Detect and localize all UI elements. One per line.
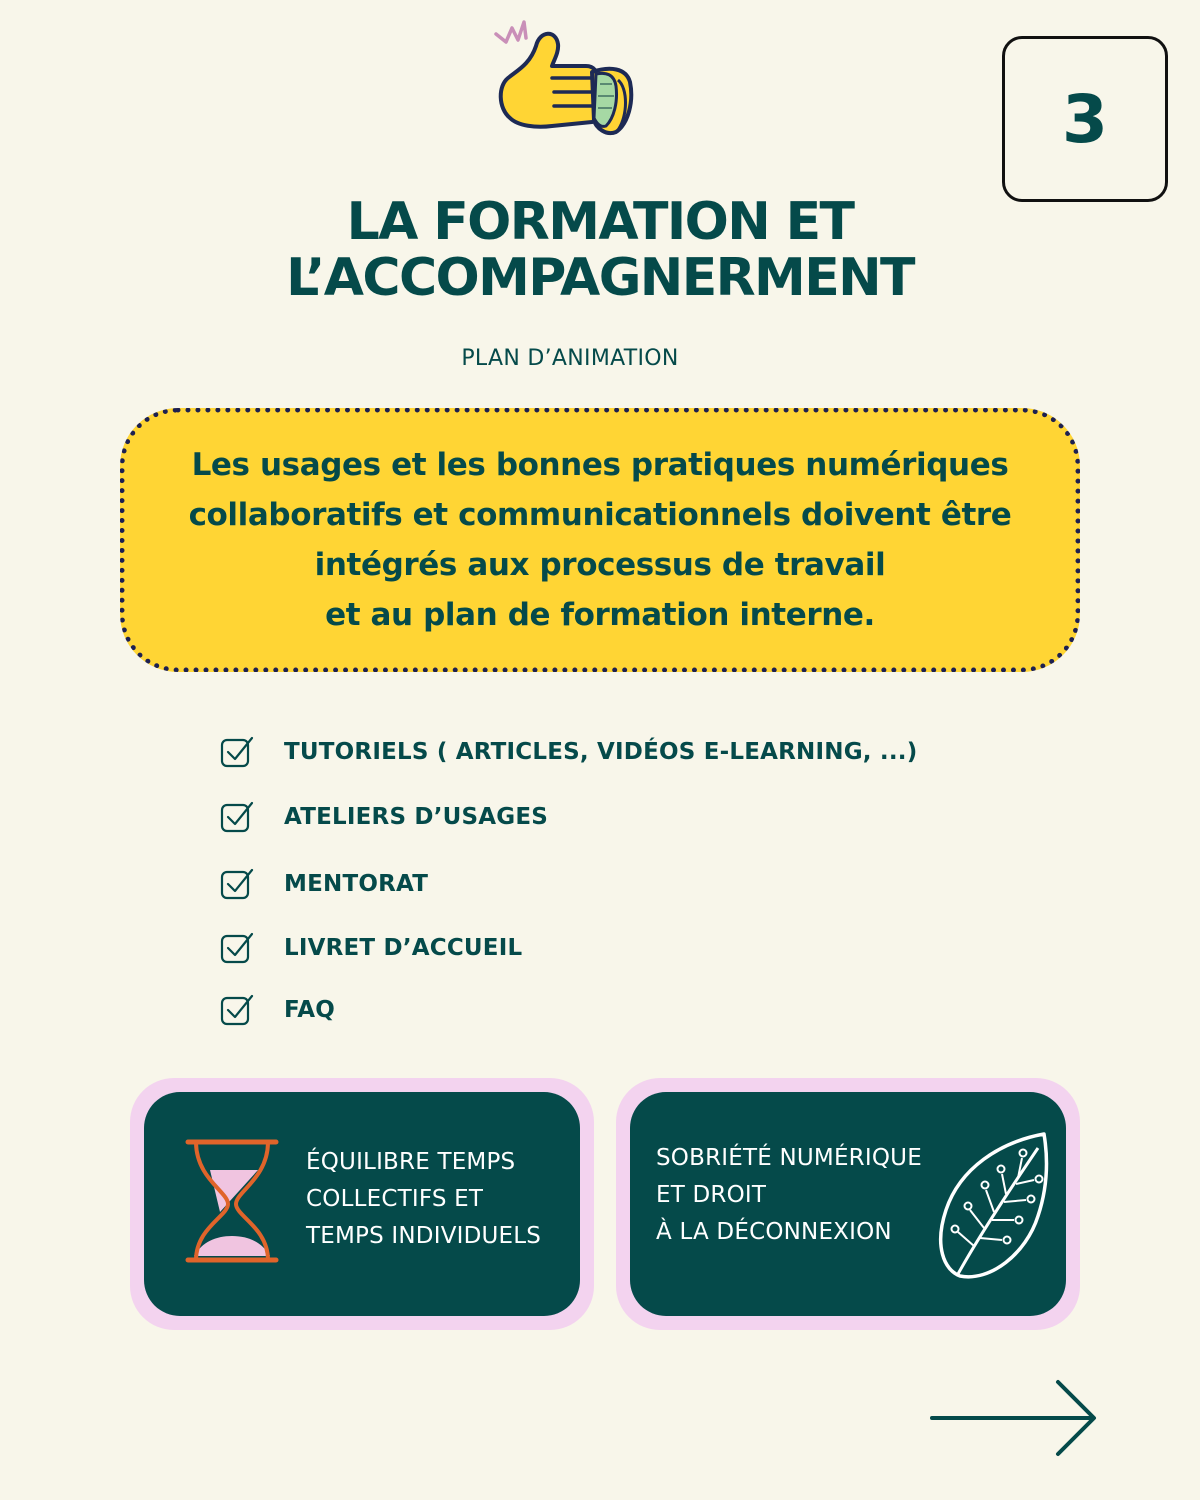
checklist-item	[218, 926, 522, 970]
page-title	[150, 194, 1050, 306]
card-line-3: TEMPS INDIVIDUELS	[306, 1223, 542, 1249]
checklist-label: FAQ	[284, 997, 336, 1023]
page-number: 3	[1062, 80, 1108, 158]
checklist-item	[218, 862, 428, 906]
checklist-item	[218, 988, 335, 1032]
card-text	[306, 1144, 541, 1255]
callout-line-3: intégrés aux processus de travail	[314, 547, 886, 583]
card-line-3: À LA DÉCONNEXION	[656, 1219, 892, 1245]
callout-line-2: collaboratifs et communicationnels doivent être	[188, 497, 1012, 533]
title-line-2: L’ACCOMPAGNERMENT	[286, 248, 914, 308]
callout-line-4: et au plan de formation interne.	[325, 597, 875, 633]
title-line-1: LA FORMATION ET	[346, 192, 854, 252]
page-number-box	[1002, 36, 1168, 202]
callout-text	[189, 440, 1012, 640]
subtitle: PLAN D’ANIMATION	[461, 346, 679, 371]
card-panel	[630, 1092, 1066, 1316]
info-card-time-balance	[130, 1078, 594, 1330]
checklist-item	[218, 730, 917, 774]
checklist-label: MENTORAT	[284, 871, 429, 897]
checkbox-checked-icon	[218, 732, 258, 772]
checklist-label: ATELIERS D’USAGES	[284, 804, 549, 830]
checklist-item	[218, 795, 548, 839]
info-card-digital-sobriety	[616, 1078, 1080, 1330]
card-line-1: SOBRIÉTÉ NUMÉRIQUE	[656, 1145, 922, 1171]
checkbox-checked-icon	[218, 864, 258, 904]
card-text	[656, 1140, 922, 1251]
checklist-label: TUTORIELS ( ARTICLES, VIDÉOS E-LEARNING, ...)	[284, 739, 918, 765]
checklist-label: LIVRET D’ACCUEIL	[284, 935, 523, 961]
checkbox-checked-icon	[218, 928, 258, 968]
checkbox-checked-icon	[218, 797, 258, 837]
callout-line-1: Les usages et les bonnes pratiques numériques	[191, 447, 1009, 483]
checkbox-checked-icon	[218, 990, 258, 1030]
callout-box	[120, 408, 1080, 672]
card-line-2: COLLECTIFS ET	[306, 1186, 484, 1212]
card-line-1: ÉQUILIBRE TEMPS	[306, 1149, 516, 1175]
thumbs-up-icon	[488, 8, 648, 168]
leaf-icon	[930, 1128, 1054, 1282]
card-line-2: ET DROIT	[656, 1182, 767, 1208]
card-panel	[144, 1092, 580, 1316]
next-arrow-icon[interactable]	[928, 1378, 1100, 1458]
hourglass-icon	[182, 1138, 282, 1274]
